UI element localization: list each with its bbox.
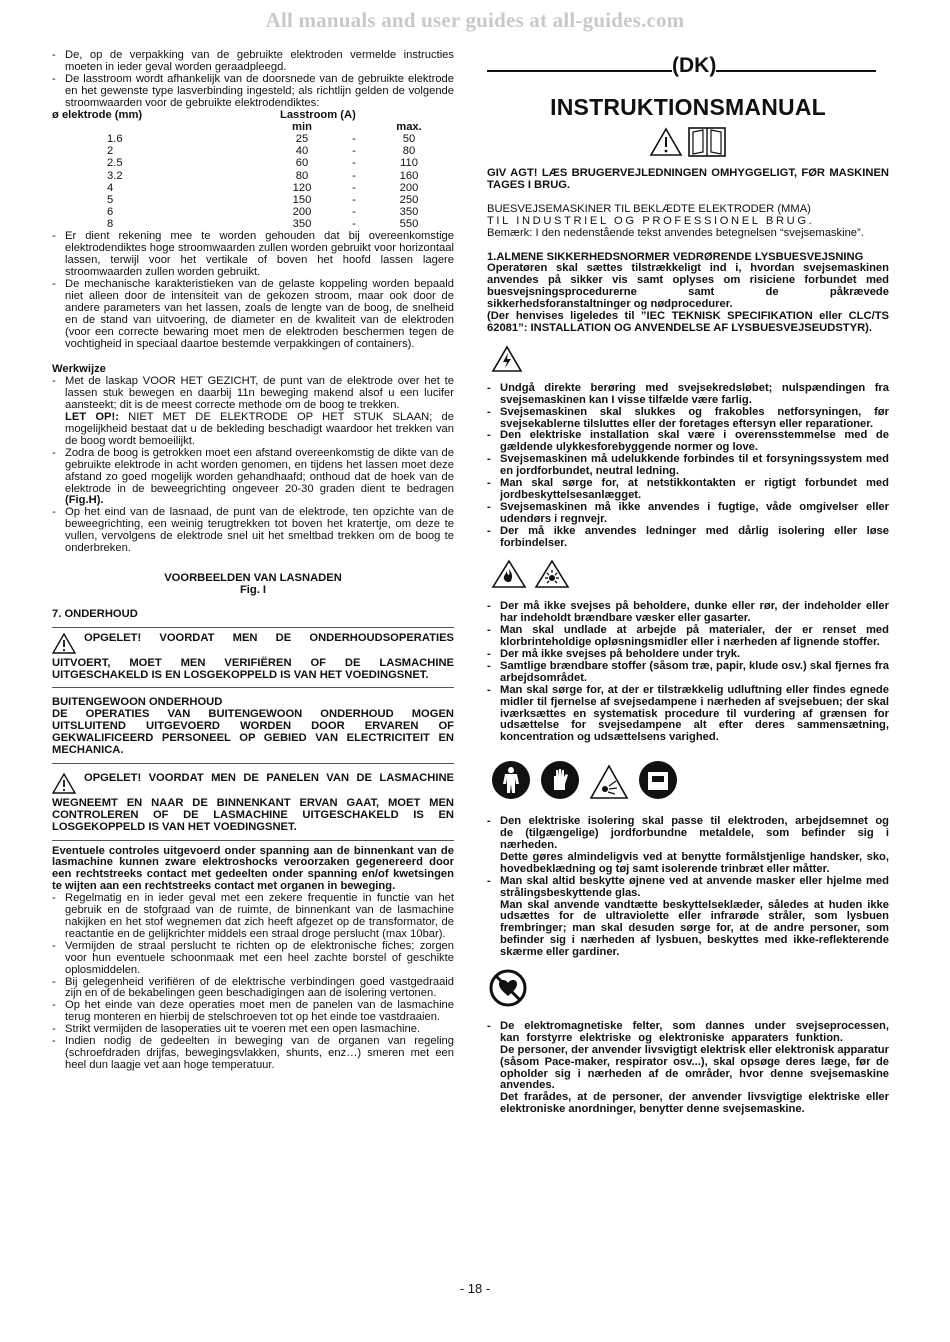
letop-label: LET OP!: xyxy=(65,411,119,424)
list-item: - Indien nodig de gedeelten in beweging van de organen van regeling (schroefdraden drijfas, bewegingsvlakken, shunts, enz…) smeren met een heel dun laagje vet aan hoge temperatuur. xyxy=(52,1036,454,1072)
list-item: - Man skal sørge for, at der er tilstrækkelig udluftning eller findes egnede midler til fjernelse af svejsedampene i nærheden af svejsebuen; der skal iværksættes en systematisk procedure til vurdering af grænsen for udsættelse for svejsedampene alt efter deres sammensætning, koncentration og udsættelsens varighed. xyxy=(487,685,889,745)
no-pacemaker-icon xyxy=(489,969,527,1007)
list-item xyxy=(487,1021,889,1116)
list-item: - De, op de verpakking van de gebruikte elektroden vermelde instructies moeten in ieder geval worden geraadpleegd. xyxy=(52,50,454,74)
diameter-cell: 3.2 xyxy=(107,169,123,182)
fire-hazard-icon xyxy=(491,559,527,589)
list-item: - Strikt vermijden de lasoperaties uit te voeren met een open lasmachine. xyxy=(52,1024,454,1036)
min-cell: 25 xyxy=(295,133,309,146)
max-cell: 350 xyxy=(399,206,419,219)
table-row xyxy=(52,170,434,182)
list-item: - Regelmatig en in ieder geval met een zekere frequentie in functie van het gebruik en de stofgraad van de ruimte, de binnenkant van de lasmachine nakijken en het stof wegnemen dat zich heeft afgezet op de transformator, de reactantie en de gelijkrichter middels een straal droge perslucht (max 10bar). xyxy=(52,893,454,941)
letop-paragraph xyxy=(52,412,454,448)
giv-agt-notice: GIV AGT! LÆS BRUGERVEJLEDNINGEN OMHYGGELIGT, FØR MASKINEN TAGES I BRUG. xyxy=(487,167,889,191)
warning-2 xyxy=(52,773,454,834)
max-cell: 160 xyxy=(399,169,419,182)
welding-mask-icon xyxy=(638,760,678,800)
table-row xyxy=(52,158,434,170)
list-item xyxy=(52,448,454,508)
dash-cell: - xyxy=(352,157,356,170)
watermark: All manuals and user guides at all-guides.com xyxy=(265,8,685,32)
min-cell: 60 xyxy=(295,157,309,170)
section-1-ref: (Der henvises ligeledes til ”IEC TEKNISK SPECIFIKATION eller CLC/TS 62081”: INSTALLATION OG ANVENDELSE AF LYSBUESVEJSEUDSTYR). xyxy=(487,310,889,334)
table-header-diameter: ø elektrode (mm) xyxy=(52,108,143,121)
max-cell: 80 xyxy=(402,145,416,158)
warning-1-text: OPGELET! VOORDAT MEN DE ONDERHOUDSOPERATIES UITVOERT, MOET MEN VERIFIËREN OF DE LASMACHINE UITGESCHAKELD IS EN LOSGEKOPPELD IS VAN HET VOEDINGSNET. xyxy=(52,631,454,681)
left-column xyxy=(52,50,454,1072)
language-code: (DK) xyxy=(672,54,717,77)
list-item xyxy=(487,876,889,959)
max-cell: 200 xyxy=(399,181,419,194)
language-heading xyxy=(487,54,889,78)
min-cell: 40 xyxy=(295,145,309,158)
fire-icons xyxy=(491,559,889,593)
warning-1 xyxy=(52,633,454,682)
title-icons xyxy=(487,126,889,158)
em-item-text: - De elektromagnetiske felter, som dannes under svejseprocessen, kan forstyrre elektriske og elektroniske apparaters funktion. xyxy=(500,1019,889,1044)
diameter-cell: 8 xyxy=(107,218,114,231)
list-item xyxy=(487,816,889,876)
uv-radiation-icon xyxy=(589,764,629,800)
voorbeelden-heading: VOORBEELDEN VAN LASNADEN xyxy=(164,571,342,584)
divider xyxy=(52,763,454,764)
gloves-icon xyxy=(540,760,580,800)
min-cell: 80 xyxy=(295,169,309,182)
em-item-continuation-2: Det frarådes, at de personer, der anvender livsvigtige elektriske eller elektroniske anordninger, benytter denne svejsemaskine. xyxy=(500,1091,889,1116)
divider xyxy=(52,840,454,841)
electric-hazard-icon xyxy=(491,345,523,373)
table-header-min: min xyxy=(292,120,312,133)
min-cell: 200 xyxy=(292,206,312,219)
letop-text: NIET MET DE ELEKTRODE OP HET STUK SLAAN; de mogelijkheid bestaat dat u de bekleding beschadigt waardoor het trekken van de boog wordt bemoeilijkt. xyxy=(65,411,454,447)
fig-ref: (Fig.H). xyxy=(65,494,104,507)
warning-2-text: OPGELET! VOORDAT MEN DE PANELEN VAN DE LASMACHINE WEGNEEMT EN NAAR DE BINNENKANT ERVAN GAAT, MOET MEN CONTROLEREN OF DE LASMACHINE UITGESCHAKELD IS EN LOSGEKOPPELD IS VAN HET VOEDINGSNET. xyxy=(52,771,454,833)
explosion-hazard-icon xyxy=(534,559,570,589)
max-cell: 250 xyxy=(399,193,419,206)
warning-icon xyxy=(52,773,76,798)
ppe-item-1-continuation: Dette gøres almindeligvis ved at benytte formålstjenlige handsker, sko, hovedbeklædning og tøj samt isolerende trinbræt eller måtter. xyxy=(500,850,889,875)
list-item: - Undgå direkte berøring med svejsekredsløbet; nulspændingen fra svejsemaskinen kan I visse tilfælde være farlig. xyxy=(487,383,889,407)
pacemaker-icon-wrap xyxy=(489,969,889,1011)
warning-icon xyxy=(649,127,683,157)
dash-cell: - xyxy=(352,218,356,231)
list-item: - Man skal undlade at arbejde på materialer, der er renset med klorbrinteholdige opløsningsmidler eller i nærheden af lignende stoffer. xyxy=(487,625,889,649)
manual-title: INSTRUKTIONSMANUAL xyxy=(550,94,826,120)
list-item: - Der må ikke svejses på beholdere, dunke eller rør, der indeholder eller har indeholdt brændbare væsker eller gasarter. xyxy=(487,601,889,625)
ppe-icons xyxy=(491,760,889,804)
warning-icon xyxy=(52,633,76,658)
ppe-item-2-continuation: Man skal anvende vandtætte beskyttelseklæder, således at huden ikke udsættes for de ultraviolette eller infrarøde stråler, som lysbuen frembringer; man skal desuden sørge for, at de andre personer, som befinder sig i nærheden af lysbuen, beskyttes med ikke-reflekterende skærme eller gardiner. xyxy=(500,898,889,959)
list-item: - Bij gelegenheid verifiëren of de elektrische verbindingen goed vastgedraaid zijn en of de bekabelingen geen beschadigingen aan de isolering vertonen. xyxy=(52,977,454,1001)
intro-line-2: TIL INDUSTRIEL OG PROFESSIONEL BRUG. xyxy=(487,214,815,227)
list-item: - Der må ikke anvendes ledninger med dårlig isolering eller løse forbindelser. xyxy=(487,526,889,550)
table-header-current: Lasstroom (A) xyxy=(280,108,356,121)
dash-cell: - xyxy=(352,133,356,146)
buitengewoon-heading: BUITENGEWOON ONDERHOUD xyxy=(52,696,223,709)
min-cell: 350 xyxy=(292,218,312,231)
diameter-cell: 1.6 xyxy=(107,133,123,146)
diameter-cell: 4 xyxy=(107,181,114,194)
list-item: - Samtlige brændbare stoffer (såsom træ, papir, klude osv.) skal fjernes fra arbejdsområdet. xyxy=(487,661,889,685)
divider xyxy=(52,627,454,628)
werkwijze-heading: Werkwijze xyxy=(52,363,106,376)
diameter-cell: 2 xyxy=(107,145,114,158)
electric-hazard-icon-wrap xyxy=(491,345,889,377)
divider xyxy=(52,687,454,688)
current-table xyxy=(52,110,434,232)
page-number: - 18 - xyxy=(459,1281,491,1296)
right-column xyxy=(487,50,889,1116)
ppe-item-1-text: - Den elektriske isolering skal passe til elektroden, arbejdsemnet og de (tilgængelige) jordforbundne metaldele, som befinder sig i nærheden. xyxy=(500,815,889,851)
table-header-max: max. xyxy=(396,120,422,133)
list-item: - Er dient rekening mee te worden gehouden dat bij overeenkomstige elektrodendiktes hoge stroomwaarden zullen worden gebruikt voor horizontaal lassen, terwijl voor het vertikale of boven het hoofd lassen lagere stroomwaarden zullen worden gebruikt. xyxy=(52,231,454,279)
list-item: - Vermijden de straal perslucht te richten op de elektronische fiches; zorgen voor hun eventuele schoonmaak met een heel zachte borstel of geschikte oplosmiddelen. xyxy=(52,941,454,977)
dash-cell: - xyxy=(352,169,356,182)
list-item: - De lasstroom wordt afhankelijk van de doorsnede van de gebruikte elektrode en het gewenste type lasverbinding ingesteld; als richtlijn gelden de volgende stroomwaarden voor de gebruikte elektrodendiktes: xyxy=(52,74,454,110)
manual-book-icon xyxy=(687,126,727,158)
eventuele-text: Eventuele controles uitgevoerd onder spanning aan de binnenkant van de lasmachine kunnen zware elektroshocks veroorzaken gegenereerd door een rechtstreeks contact met gedeelten onder spanning en/of kwetsingen te wijten aan een rechtstreeks contact met organen in beweging. xyxy=(52,844,454,893)
em-item-continuation-1: De personer, der anvender livsvigtigt elektrisk eller elektronisk apparatur (såsom Pace-maker, respirator osv...), skal opsøge deres læge, før de opholder sig i nærheden af de områder, hvor denne svejsemaskine anvendes. xyxy=(500,1043,889,1092)
section-1-text: Operatøren skal sættes tilstrækkeligt ind i, hvordan svejsemaskinen anvendes på sikker vis samt oplyses om risiciene forbundet med buesvejsningsprocedurerne samt de påkrævede sikkerhedsforanstaltninger og nødprocedurer. xyxy=(487,262,889,311)
ppe-item-2-text: - Man skal altid beskytte øjnene ved at anvende masker eller hjelme med strålingsbeskyttende glas. xyxy=(500,874,889,899)
list-item: - Den elektriske installation skal være i overensstemmelse med de gældende ulykkesforebyggende normer og love. xyxy=(487,430,889,454)
intro-line-1: BUESVEJSEMASKINER TIL BEKLÆDTE ELEKTRODER (MMA) xyxy=(487,202,811,215)
list-item: - Der må ikke svejses på beholdere under tryk. xyxy=(487,649,889,661)
list-item: - Man skal sørge for, at netstikkontakten er rigtigt forbundet med jordbeskyttelsesanlægget. xyxy=(487,478,889,502)
list-item: - Op het einde van deze operaties moet men de panelen van de lasmachine terug monteren en hierbij de stelschroeven tot op het einde toe vastdraaien. xyxy=(52,1000,454,1024)
protective-clothing-icon xyxy=(491,760,531,800)
max-cell: 50 xyxy=(402,133,416,146)
intro-rest: Bemærk: I den nedenstående tekst anvendes betegnelsen “svejsemaskine”. xyxy=(487,226,864,239)
dash-cell: - xyxy=(352,145,356,158)
max-cell: 550 xyxy=(399,218,419,231)
min-cell: 150 xyxy=(292,193,312,206)
list-item-text: Zodra de boog is getrokken moet een afstand overeenkomstig de dikte van de gebruikte elektrode in acht worden genomen, en tijdens het lassen moet deze afstand zo goed mogelijk worden gehandhaafd; onthoud dat de hoek van de elektrode in de beweegrichting ongeveer 20-30 graden dient te bedragen xyxy=(65,446,454,495)
list-item: - Svejsemaskinen skal slukkes og frakobles netforsyningen, før svejsekablerne tilsluttes eller der foretages eftersyn eller reparationer. xyxy=(487,407,889,431)
diameter-cell: 2.5 xyxy=(107,157,123,170)
diameter-cell: 5 xyxy=(107,193,114,206)
fig-label: Fig. I xyxy=(239,583,267,596)
buitengewoon-text: DE OPERATIES VAN BUITENGEWOON ONDERHOUD MOGEN UITSLUITEND UITGEVOERD WORDEN DOOR ERVAREN OF GEKWALIFICEERD PERSONEEL OP GEBIED VAN ELECTRICITEIT EN MECHANICA. xyxy=(52,708,454,757)
max-cell: 110 xyxy=(400,157,418,170)
list-item: - De mechanische karakteristieken van de gelaste koppeling worden bepaald niet alleen door de intensiteit van de gekozen stroom, maar ook door de andere parameters van het lassen, zoals de lengte van de boog, de snelheid en de stand van uitvoering, de diameter en de kwaliteit van de elektroden (voor een correcte bewaring moet men de elektroden beschermen tegen de vochtigheid in speciaal daartoe bestemde verpakkingen of containers). xyxy=(52,279,454,350)
dash-cell: - xyxy=(352,181,356,194)
dash-cell: - xyxy=(352,206,356,219)
min-cell: 120 xyxy=(292,181,312,194)
onderhoud-heading: 7. ONDERHOUD xyxy=(52,607,138,620)
dash-cell: - xyxy=(352,193,356,206)
diameter-cell: 6 xyxy=(107,206,114,219)
list-item: - Svejsemaskinen må udelukkende forbindes til et forsyningssystem med en jordforbundet, neutral ledning. xyxy=(487,454,889,478)
list-item: - Svejsemaskinen må ikke anvendes i fugtige, våde omgivelser eller udendørs i regnvejr. xyxy=(487,502,889,526)
list-item: - Met de laskap VOOR HET GEZICHT, de punt van de elektrode over het te lassen stuk bewegen en daarbij 11n beweging makend alsof u een lucifer aansteekt; dit is de meest correcte methode om de boog te trekken. xyxy=(52,376,454,412)
section-1-heading: 1.ALMENE SIKKERHEDSNORMER VEDRØRENDE LYSBUESVEJSNING xyxy=(487,250,864,263)
list-item: - Op het eind van de lasnaad, de punt van de elektrode, ten opzichte van de beweegrichting, een weinig terugtrekken tot boven het kratertje, om deze te vullen, vervolgens de elektrode snel uit het smeltbad trekken om de boog te onderbreken. xyxy=(52,507,454,555)
